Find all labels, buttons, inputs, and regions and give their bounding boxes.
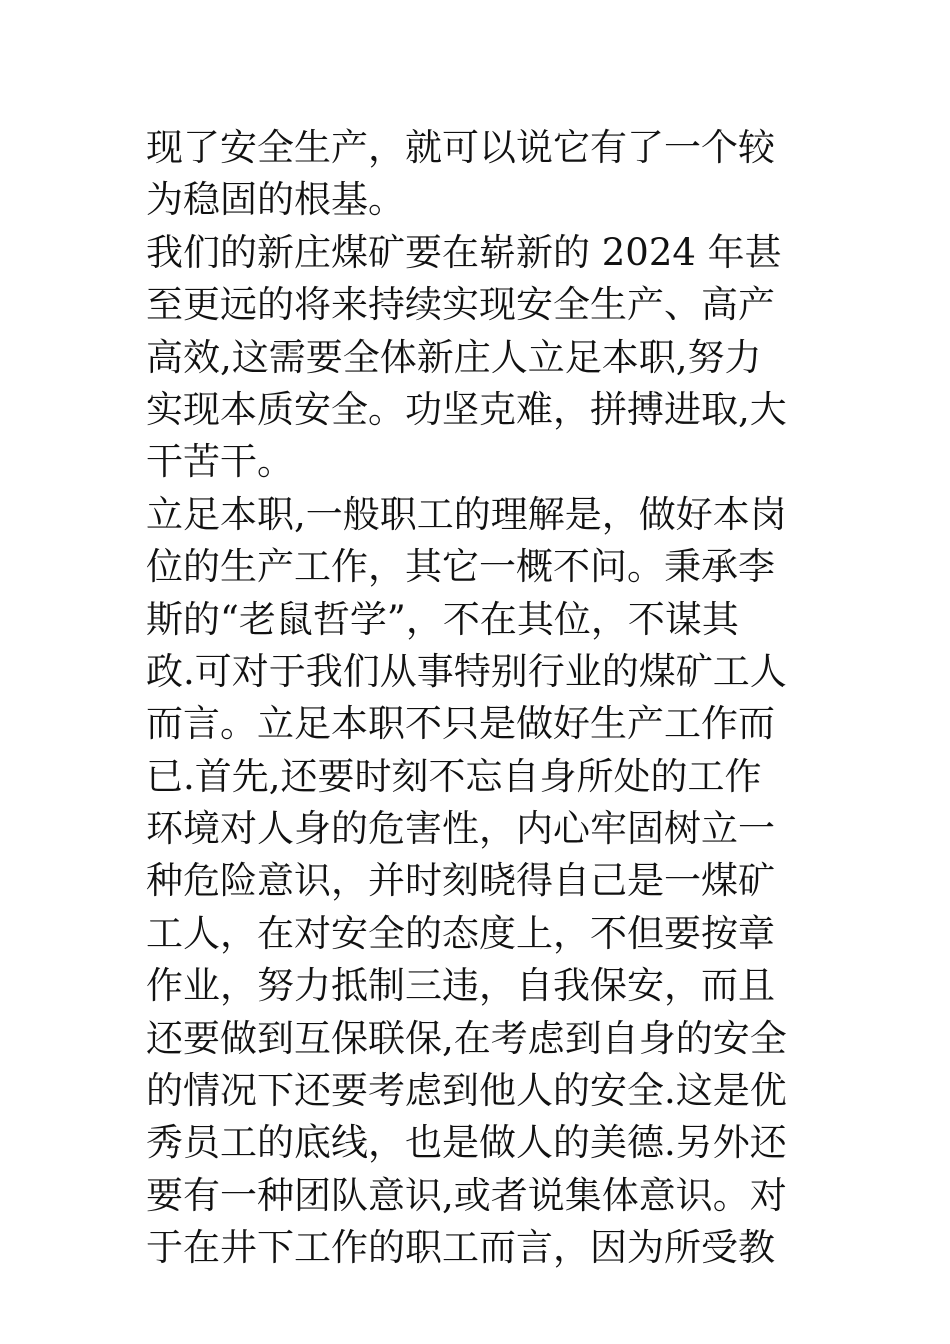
- text-line: 高效,这需要全体新庄人立足本职,努力: [146, 335, 762, 379]
- text-line: 至更远的将来持续实现安全生产、高产: [146, 283, 775, 327]
- text-line: 干苦干。: [146, 440, 294, 484]
- text-line: 已.首先,还要时刻不忘自身所处的工作: [146, 754, 762, 798]
- text-line: 环境对人身的危害性，内心牢固树立一: [146, 807, 775, 851]
- text-line: 为稳固的根基。: [146, 178, 405, 222]
- body-text: [146, 122, 806, 1275]
- text-line: 而言。立足本职不只是做好生产工作而: [146, 702, 775, 746]
- text-line: 还要做到互保联保,在考虑到自身的安全: [146, 1016, 787, 1060]
- text-line: 位的生产工作，其它一概不问。秉承李: [146, 545, 775, 589]
- text-line: 秀员工的底线，也是做人的美德.另外还: [146, 1121, 787, 1165]
- text-line: 实现本质安全。功坚克难，拼搏进取,大: [146, 387, 787, 431]
- text-line: 于在井下工作的职工而言，因为所受教: [146, 1226, 775, 1270]
- text-line: 种危险意识，并时刻晓得自己是一煤矿: [146, 859, 775, 903]
- text-line: 斯的“老鼠哲学”，不在其位，不谋其: [146, 597, 739, 641]
- text-line: 的情况下还要考虑到他人的安全.这是优: [146, 1069, 787, 1113]
- text-line: 我们的新庄煤矿要在崭新的 2024 年甚: [146, 230, 782, 274]
- text-line: 工人，在对安全的态度上，不但要按章: [146, 911, 775, 955]
- text-line: 现了安全生产，就可以说它有了一个较: [146, 126, 775, 169]
- text-line: 政.可对于我们从事特别行业的煤矿工人: [146, 649, 787, 693]
- text-line: 立足本职,一般职工的理解是，做好本岗: [146, 492, 787, 536]
- text-line: 要有一种团队意识,或者说集体意识。对: [146, 1173, 787, 1217]
- text-line: 作业，努力抵制三违，自我保安，而且: [146, 964, 775, 1008]
